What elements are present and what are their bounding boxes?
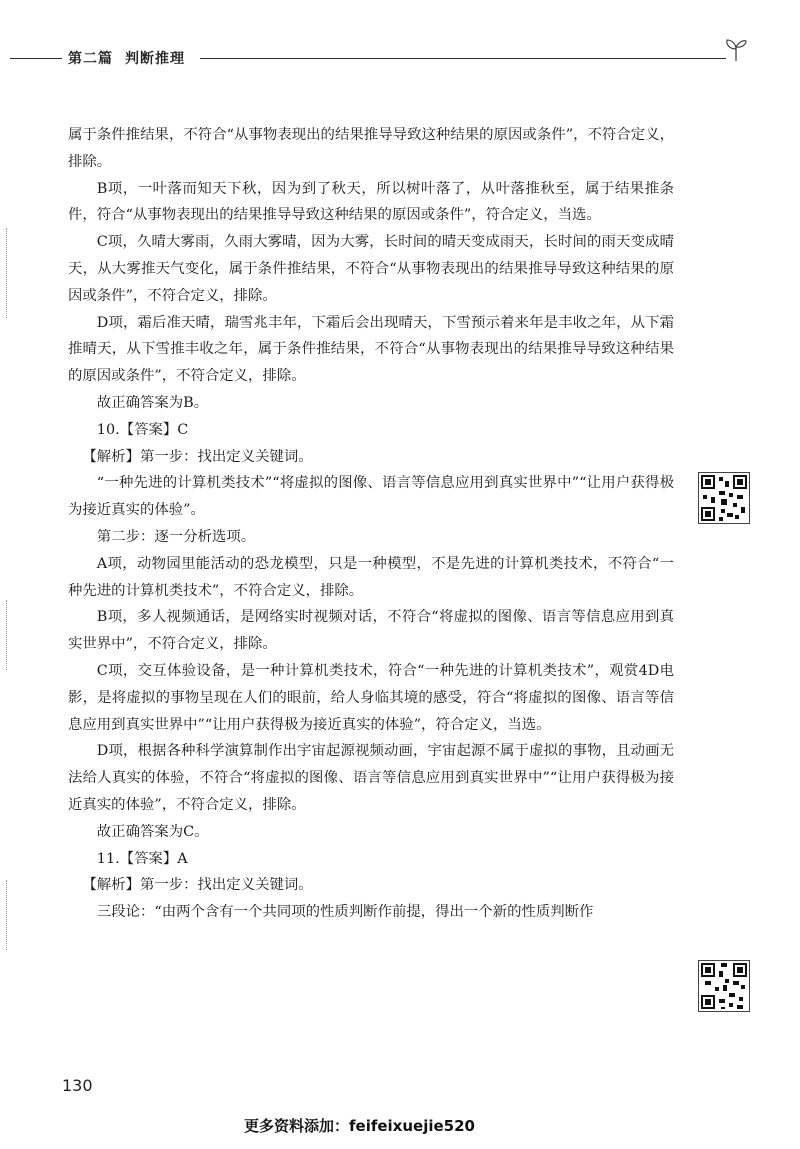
qr-code-icon[interactable] [698, 472, 750, 524]
paragraph: A项，动物园里能活动的恐龙模型，只是一种模型，不是先进的计算机类技术，不符合“一种先进的计算机类技术”，不符合定义，排除。 [68, 555, 674, 599]
header-part: 第二篇 [68, 51, 113, 67]
paragraph: D项，根据各种科学演算制作出宇宙起源视频动画，宇宙起源不属于虚拟的事物，且动画无法给人真实的体验，不符合“将虚拟的图像、语言等信息应用到真实世界中”“让用户获得极为接近真实的体验”，不符合定义，排除。 [68, 743, 674, 813]
answer-heading: 11.【答案】A [96, 850, 188, 867]
margin-dots [6, 880, 9, 950]
footer-watermark-text: 更多资料添加：feifeixuejie520 [244, 1117, 475, 1135]
paragraph: “一种先进的计算机类技术”“将虚拟的图像、语言等信息应用到真实世界中”“让用户获得极为接近真实的体验”。 [68, 475, 674, 519]
paragraph: 故正确答案为C。 [96, 823, 209, 840]
paragraph: 故正确答案为B。 [96, 394, 209, 411]
analysis-heading: 【解析】第一步：找出定义关键词。 [82, 877, 313, 894]
header-rule-right [200, 58, 726, 59]
sprout-icon [724, 36, 748, 62]
margin-dots [6, 228, 9, 318]
paragraph: C项，久晴大雾雨，久雨大雾晴，因为大雾，长时间的晴天变成雨天，长时间的雨天变成晴天，从大雾推天气变化，属于条件推结果，不符合“从事物表现出的结果推导导致这种结果的原因或条件”，不符合定义，排除。 [68, 234, 674, 304]
body-text [68, 122, 674, 926]
running-header [0, 44, 800, 74]
header-title [68, 48, 185, 68]
header-section: 判断推理 [125, 51, 185, 67]
paragraph: D项，霜后准天晴，瑞雪兆丰年，下霜后会出现晴天，下雪预示着来年是丰收之年，从下霜推晴天，从下雪推丰收之年，属于条件推结果，不符合“从事物表现出的结果推导导致这种结果的原因或条件”，不符合定义，排除。 [68, 314, 674, 385]
analysis-heading: 【解析】第一步：找出定义关键词。 [82, 448, 313, 465]
header-rule-left [10, 58, 62, 59]
paragraph: 第二步：逐一分析选项。 [96, 528, 256, 545]
qr-code-icon[interactable] [698, 960, 750, 1012]
margin-dots [6, 600, 9, 670]
paragraph: C项，交互体验设备，是一种计算机类技术，符合“一种先进的计算机类技术”，观赏4D电影，是将虚拟的事物呈现在人们的眼前，给人身临其境的感受，符合“将虚拟的图像、语言等信息应用到真实世界中”“让用户获得极为接近真实的体验”，符合定义，当选。 [68, 662, 674, 733]
answer-heading: 10.【答案】C [96, 421, 189, 438]
paragraph: B项，多人视频通话，是网络实时视频对话，不符合“将虚拟的图像、语言等信息应用到真实世界中”，不符合定义，排除。 [68, 609, 674, 653]
page-number: 130 [62, 1076, 93, 1095]
paragraph: B项，一叶落而知天下秋，因为到了秋天，所以树叶落了，从叶落推秋至，属于结果推条件，符合“从事物表现出的结果推导导致这种结果的原因或条件”，符合定义，当选。 [68, 180, 674, 224]
paragraph: 三段论：“由两个含有一个共同项的性质判断作前提，得出一个新的性质判断作 [96, 904, 594, 921]
paragraph: 属于条件推结果，不符合“从事物表现出的结果推导导致这种结果的原因或条件”，不符合定义，排除。 [68, 127, 674, 170]
